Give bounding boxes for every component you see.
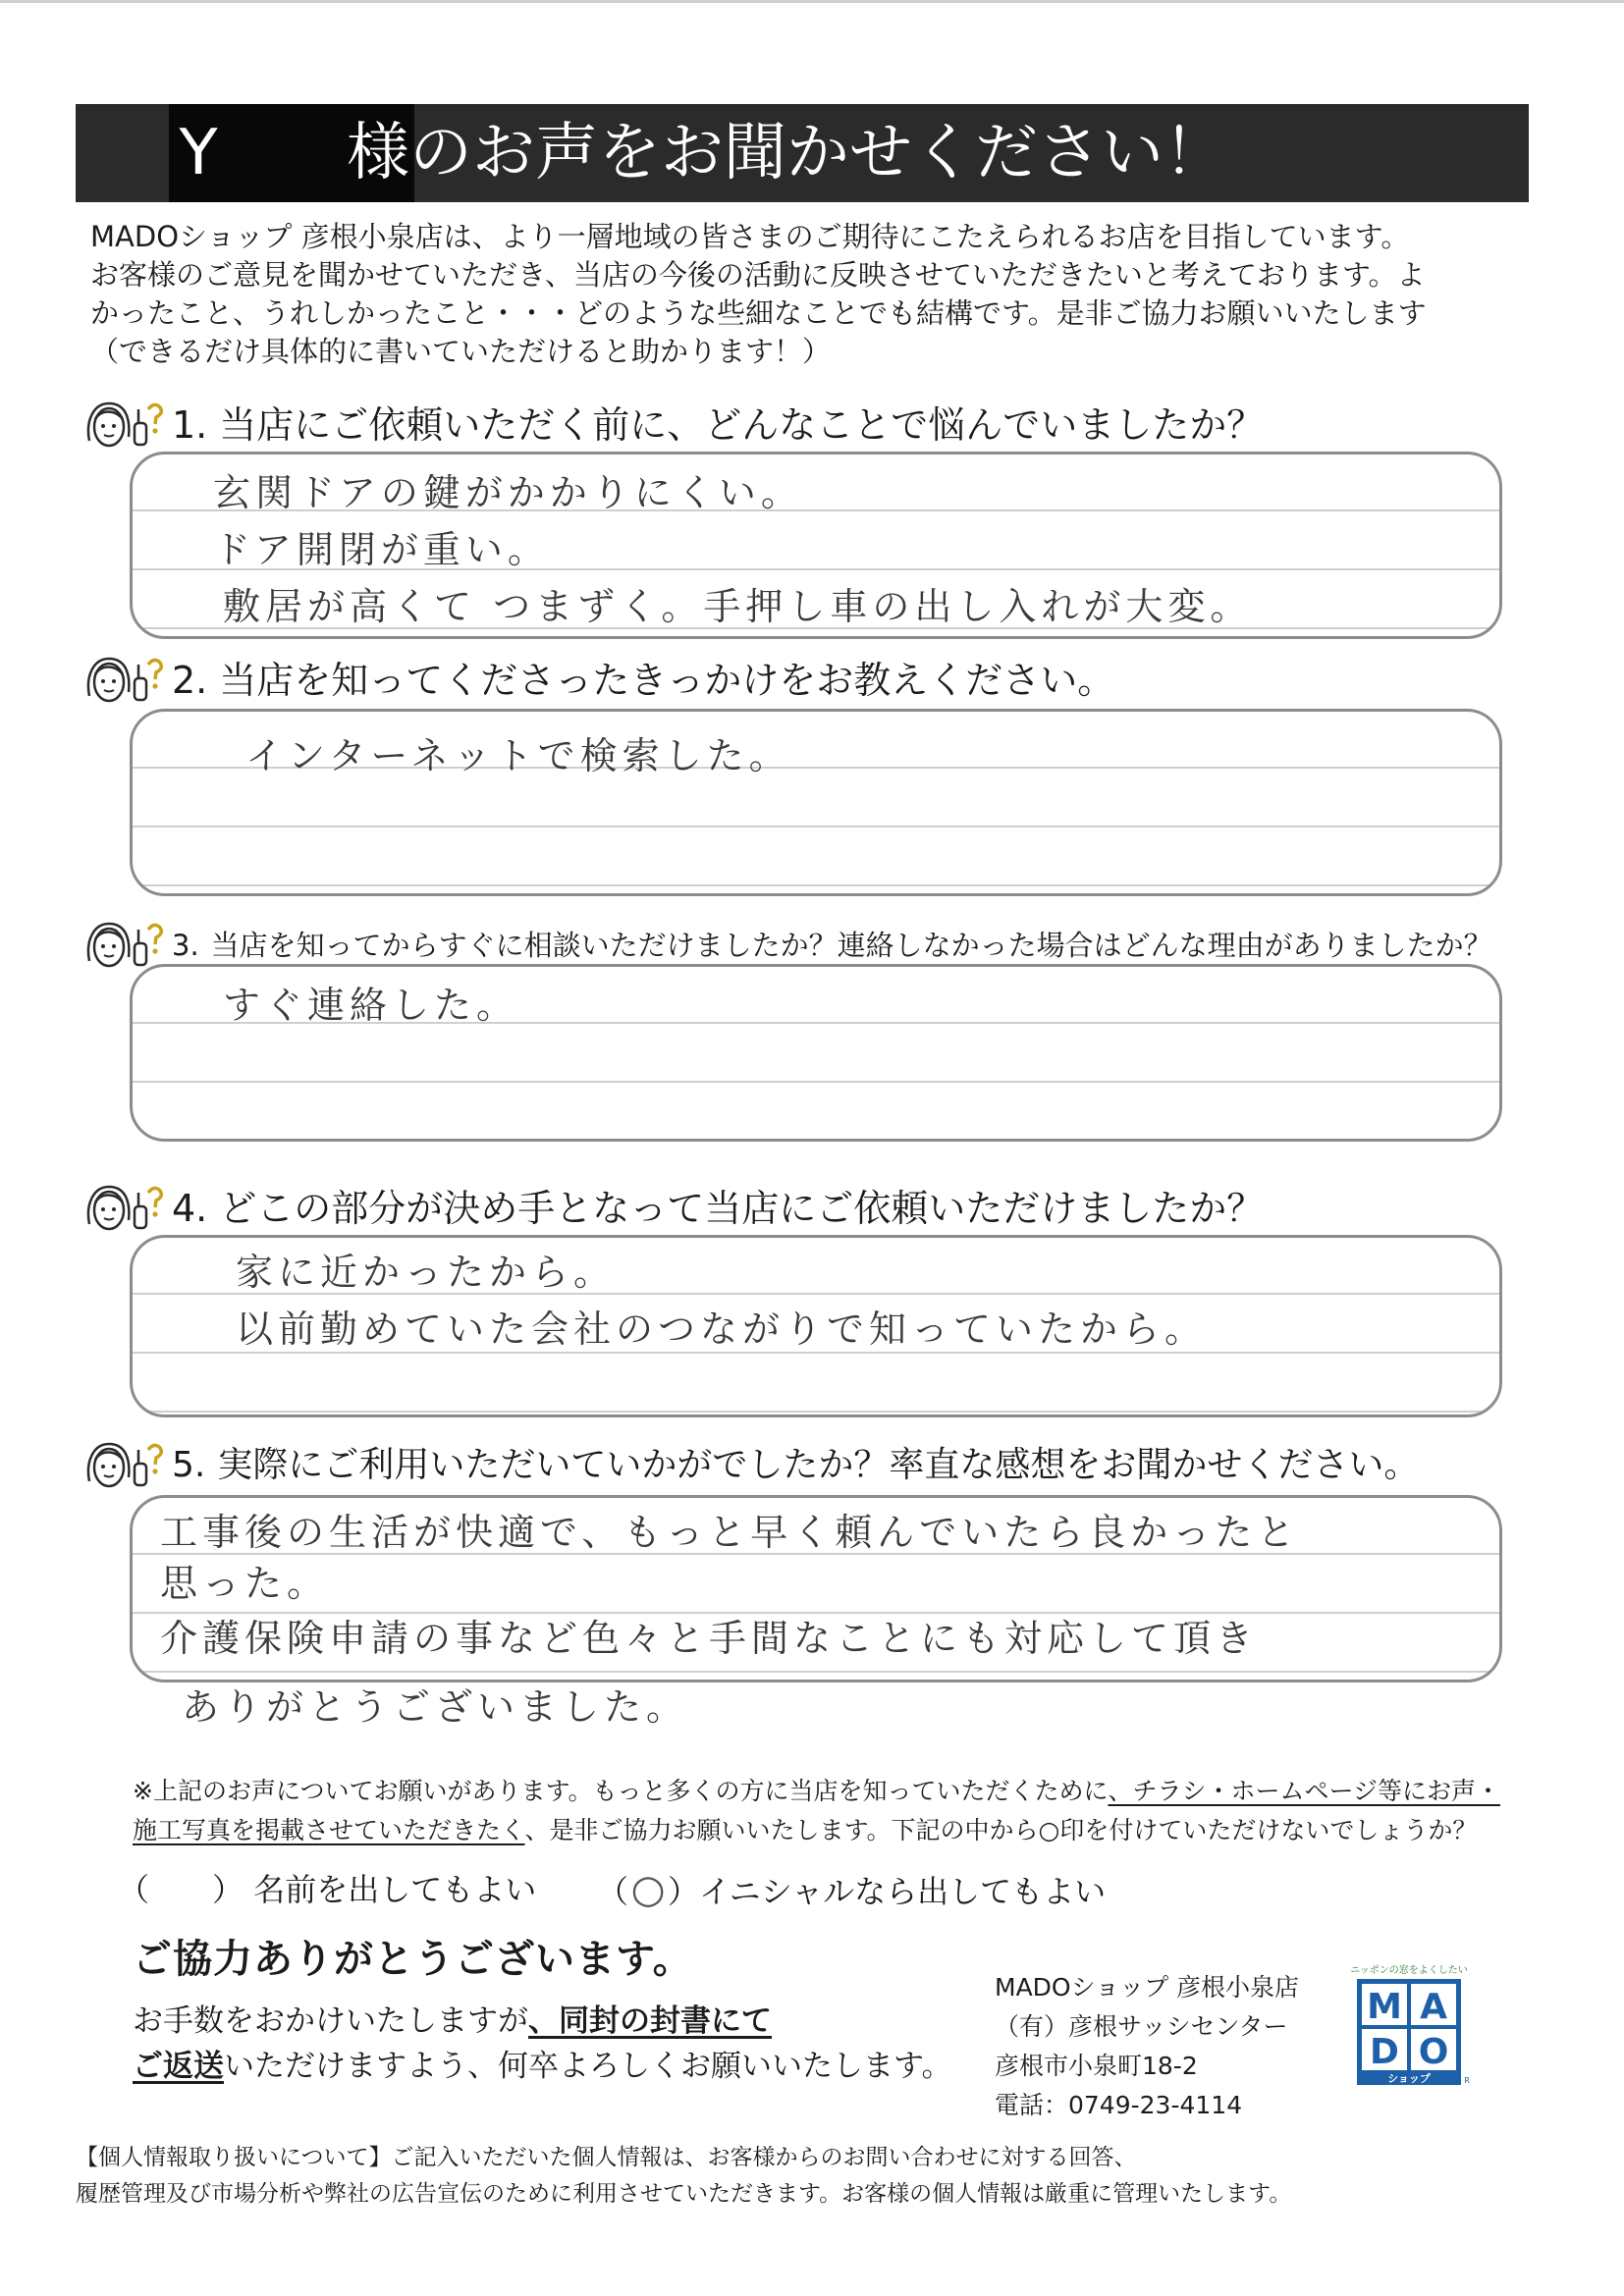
handwritten-answer-line: 介護保険申請の事など色々と手間なことにも対応して頂き (160, 1617, 1259, 1660)
choice-label: イニシャルなら出してもよい (699, 1873, 1107, 1910)
mado-shop-logo (1335, 1961, 1483, 2091)
request-text: ※上記のお声についてお願いがあります。もっと多くの方に当店を知っていただくために (133, 1777, 1109, 1805)
woman-thinking-icon (83, 1438, 168, 1493)
choice-checkbox[interactable]: （ ） (118, 1871, 244, 1908)
thanks-title: ご協力ありがとうございます。 (133, 1937, 693, 1982)
woman-thinking-icon (83, 1181, 168, 1236)
logo-letter: A (1420, 1987, 1447, 2027)
circled-mark: ○ (630, 1867, 666, 1912)
woman-thinking-icon (83, 398, 168, 453)
privacy-line: 【個人情報取り扱いについて】ご記入いただいた個人情報は、お客様からのお問い合わせに対する回答、 (76, 2145, 1137, 2170)
choice-initials-ok[interactable] (597, 1865, 1106, 1916)
registered-mark-icon: R (1464, 2076, 1470, 2085)
question-label: どこの部分が決め手となって当店にご依頼いただけましたか？ (219, 1187, 1265, 1230)
logo-letter: O (1418, 2032, 1449, 2072)
handwritten-answer-line: ドア開閉が重い。 (213, 528, 550, 571)
shop-name: MADOショップ 彦根小泉店 (995, 1973, 1300, 2002)
answer-3-box (130, 964, 1502, 1142)
answer-1-box (130, 452, 1502, 639)
handwritten-answer-line: 思った。 (160, 1562, 330, 1605)
handwritten-answer-line: 以前勤めていた会社のつながりで知っていたから。 (236, 1308, 1208, 1351)
answer-2-box (130, 709, 1502, 896)
choice-checkbox[interactable]: （○） (597, 1867, 700, 1912)
intro-line: かったこと、うれしかったこと・・・どのような些細なことでも結構です。是非ご協力お願いいたします (90, 296, 1427, 330)
header-banner (76, 104, 1529, 202)
question-label: 当店を知ってくださったきっかけをお教えください。 (219, 659, 1115, 702)
question-2-text (172, 653, 1114, 708)
shop-company: （有）彦根サッシセンター (995, 2012, 1288, 2041)
question-4-text (172, 1181, 1264, 1236)
thanks-text: お手数をおかけいたしますが (133, 2003, 528, 2039)
woman-thinking-icon (83, 653, 168, 708)
question-number: 2. (172, 659, 208, 702)
question-5-text (172, 1438, 1419, 1493)
shop-info (995, 1968, 1299, 2125)
intro-line: お客様のご意見を聞かせていただき、当店の今後の活動に反映させていただきたいと考えております。よ (90, 258, 1426, 292)
question-label: 実際にご利用いただいていかがでしたか？率直な感想をお聞かせください。 (217, 1445, 1420, 1485)
question-label: 当店にご依頼いただく前に、どんなことで悩んでいましたか？ (219, 403, 1265, 447)
request-text: 、是非ご協力お願いいたします。下記の中から○印を付けていただけないでしょうか？ (524, 1816, 1478, 1844)
thanks-text-underlined: 、同封の封書にて (528, 2003, 772, 2039)
logo-letter: M (1367, 1987, 1402, 2027)
privacy-line: 履歴管理及び市場分析や弊社の広告宣伝のために利用させていただきます。お客様の個人情報は厳重に管理いたします。 (76, 2181, 1292, 2207)
top-rule (0, 0, 1624, 3)
handwritten-answer-line: ありがとうございました。 (182, 1685, 689, 1729)
question-number: 3. (172, 929, 199, 962)
intro-paragraph (90, 218, 1524, 371)
question-1-text (172, 398, 1264, 453)
request-text-underlined: 施工写真を掲載させていただきたく (133, 1816, 525, 1844)
shop-address: 彦根市小泉町18-2 (995, 2052, 1198, 2080)
thanks-text-underlined: ご返送 (133, 2049, 224, 2084)
intro-line: （できるだけ具体的に書いていただけると助かります！） (90, 335, 832, 368)
handwritten-answer-line: インターネットで検索した。 (245, 734, 791, 777)
intro-line: MADOショップ 彦根小泉店は、より一層地域の皆さまのご期待にこたえられるお店を目指しています。 (90, 220, 1410, 253)
question-number: 4. (172, 1187, 208, 1230)
logo-tagline: ニッポンの窓をよくしたい (1350, 1965, 1468, 1976)
handwritten-answer-line: 玄関ドアの鍵がかかりにくい。 (213, 471, 803, 514)
thanks-text: いただけますよう、何卒よろしくお願いいたします。 (224, 2049, 952, 2084)
handwritten-answer-line: すぐ連絡した。 (223, 984, 519, 1027)
request-text-underlined: 、チラシ・ホームページ等にお声・ (1108, 1777, 1500, 1805)
publication-request-note (133, 1772, 1527, 1850)
logo-sub: ショップ (1387, 2072, 1431, 2085)
answer-5-box (130, 1495, 1502, 1682)
privacy-notice (76, 2140, 1291, 2213)
handwritten-answer-line: 敷居が高くて つまずく。手押し車の出し入れが大変。 (223, 585, 1253, 628)
thanks-body (133, 1999, 952, 2089)
page-title: 様のお声をお聞かせください！ (347, 117, 1226, 189)
choice-label: 名前を出してもよい (253, 1871, 537, 1908)
handwritten-answer-line: 工事後の生活が快適で、もっと早く頼んでいたら良かったと (160, 1511, 1300, 1554)
shop-phone: 電話：0749-23-4114 (995, 2091, 1243, 2119)
customer-initial: Y (179, 117, 218, 189)
choice-name-ok[interactable] (118, 1865, 536, 1914)
handwritten-answer-line: 家に近かったから。 (236, 1251, 617, 1294)
question-number: 1. (172, 403, 208, 447)
question-number: 5. (172, 1445, 206, 1485)
logo-letter: D (1370, 2032, 1399, 2072)
question-label: 当店を知ってからすぐに相談いただけましたか？連絡しなかった場合はどんな理由がありましたか？ (210, 929, 1492, 962)
answer-4-box (130, 1235, 1502, 1417)
